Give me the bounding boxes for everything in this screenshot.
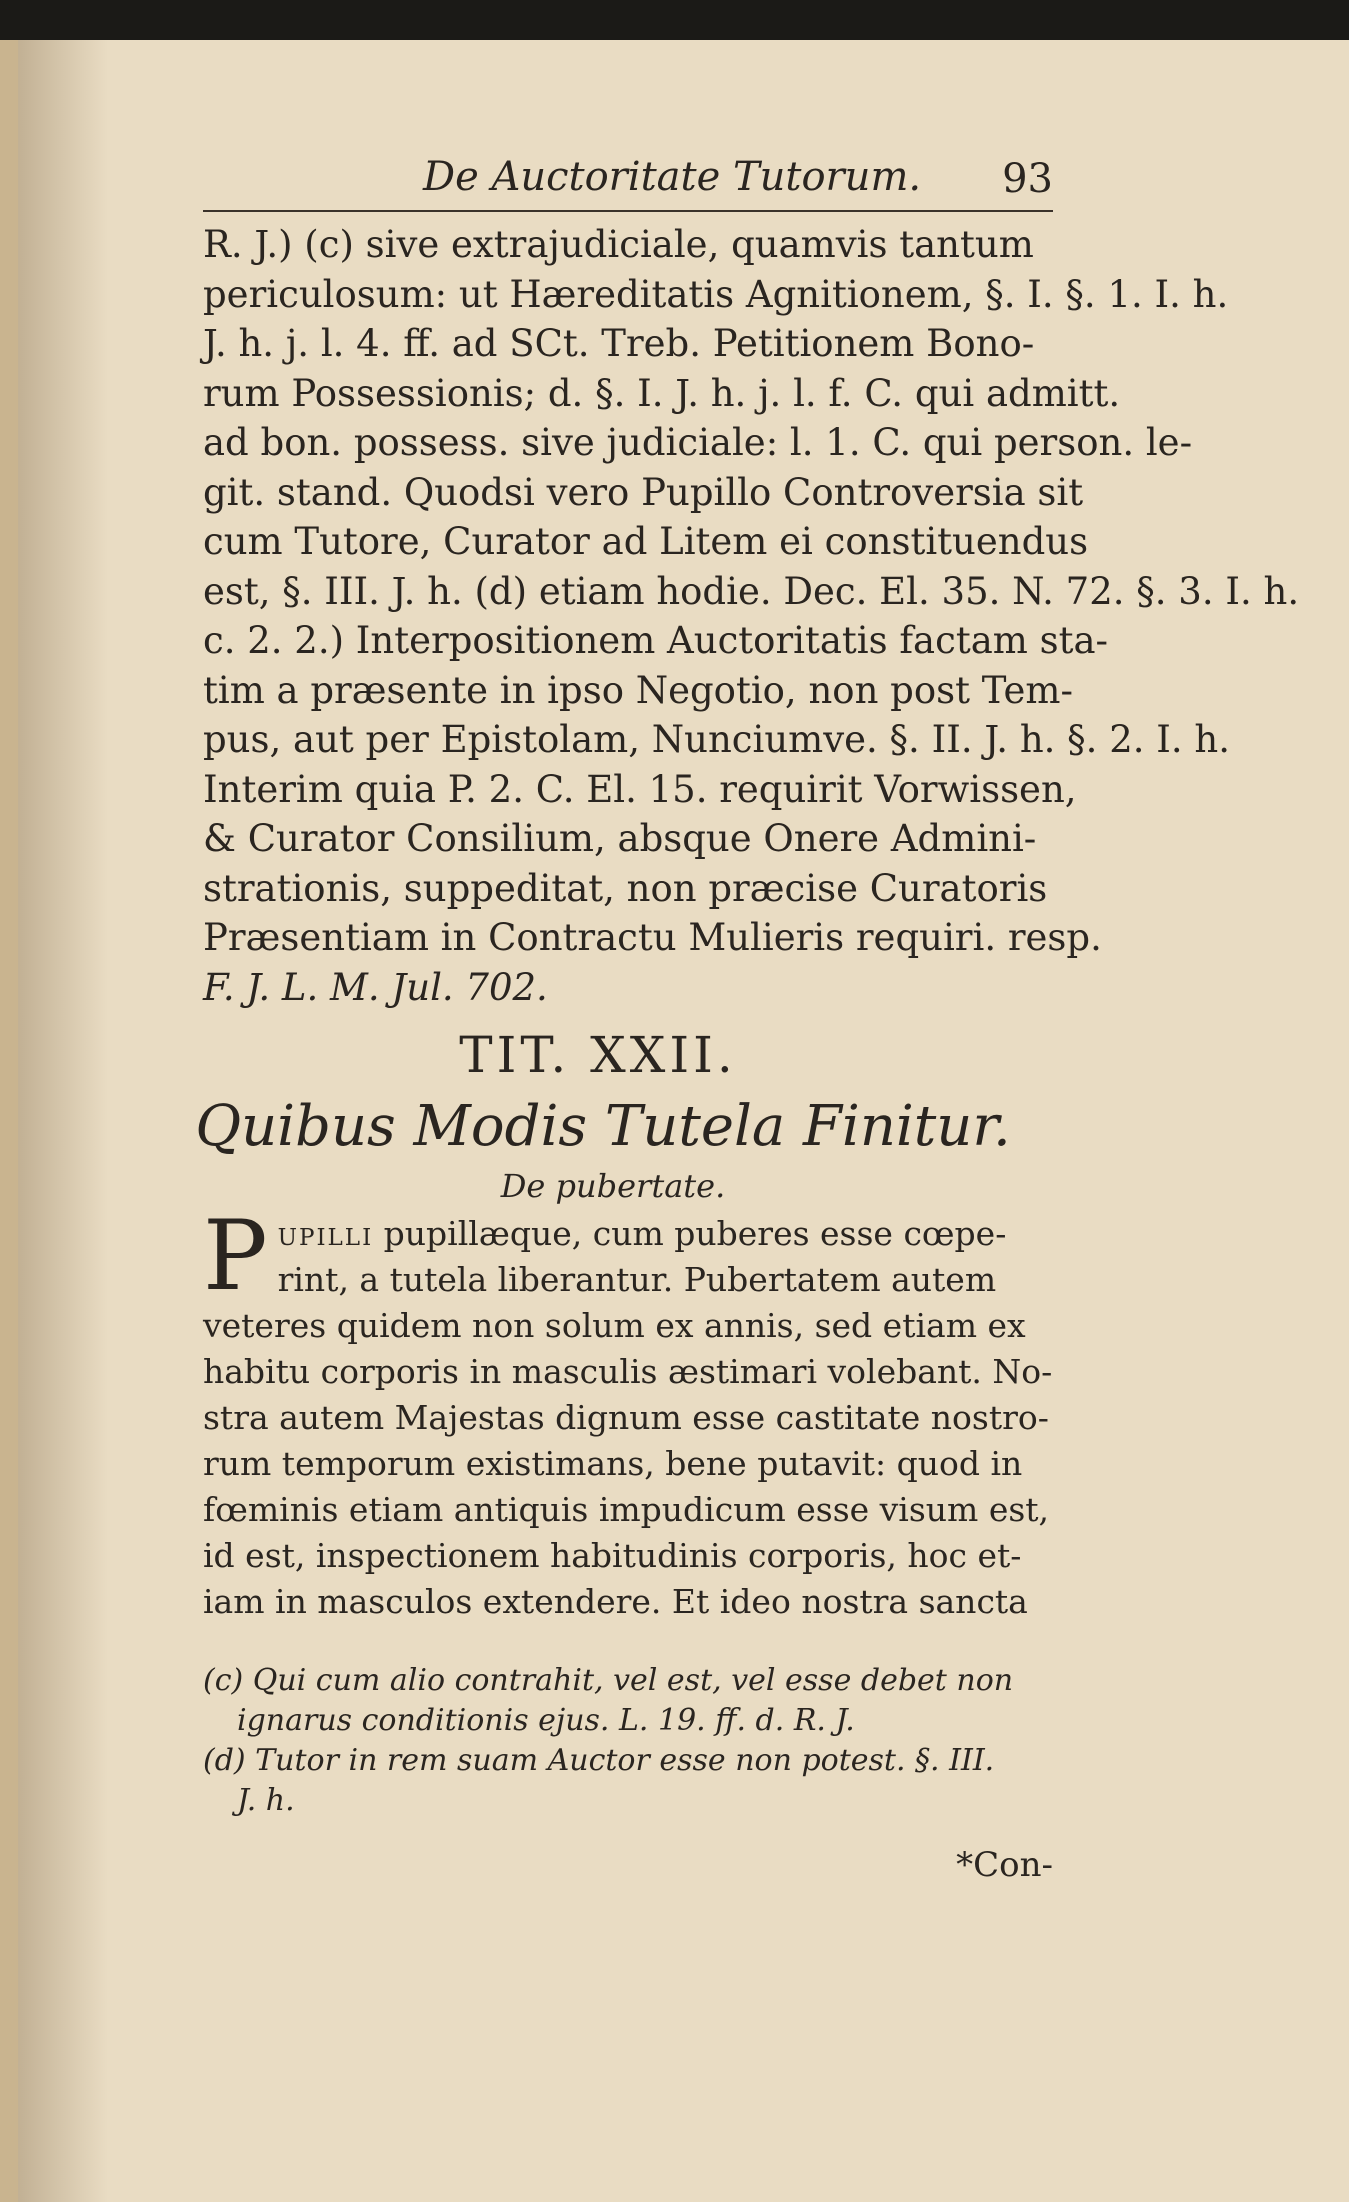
gutter-shadow bbox=[18, 40, 108, 2202]
text-line: veteres quidem non solum ex annis, sed etiam ex bbox=[203, 1306, 1026, 1345]
text-line: stra autem Majestas dignum esse castitate nostro- bbox=[203, 1398, 1049, 1437]
text-line: habitu corporis in masculis æstimari volebant. No- bbox=[203, 1352, 1053, 1391]
section-heading: Quibus Modis Tutela Finitur. bbox=[195, 1094, 1011, 1159]
footnote-line: (c) Qui cum alio contrahit, vel est, vel esse debet non bbox=[203, 1663, 1014, 1698]
first-word: upilli bbox=[277, 1214, 374, 1253]
text-line: J. h. j. l. 4. ff. ad SCt. Treb. Petitionem Bono- bbox=[203, 322, 1035, 365]
text-line: iam in masculos extendere. Et ideo nostra sancta bbox=[203, 1582, 1028, 1621]
catchword: *Con- bbox=[956, 1845, 1053, 1885]
text-line: fœminis etiam antiquis impudicum esse visum est, bbox=[203, 1490, 1050, 1529]
section-text bbox=[203, 1200, 1053, 1625]
footnotes bbox=[203, 1661, 1053, 1821]
main-text bbox=[203, 220, 1300, 1012]
text-line: Interim quia P. 2. C. El. 15. requirit Vorwissen, bbox=[203, 767, 1077, 811]
text-line: tim a præsente in ipso Negotio, non post Tem- bbox=[203, 668, 1074, 712]
text-line: est, §. III. J. h. (d) etiam hodie. Dec. El. 35. N. 72. §. 3. I. h. bbox=[203, 569, 1300, 613]
text-line: Præsentiam in Contractu Mulieris requiri. resp. bbox=[203, 916, 1102, 959]
text-line: strationis, suppeditat, non præcise Curatoris bbox=[203, 866, 1048, 910]
text-block bbox=[195, 150, 1300, 1885]
text-line: pus, aut per Epistolam, Nunciumve. §. II. J. h. §. 2. I. h. bbox=[203, 718, 1230, 761]
text-line bbox=[203, 1211, 1053, 1257]
running-head-title: De Auctoritate Tutorum. bbox=[423, 154, 922, 200]
text-line: & Curator Consilium, absque Onere Admini- bbox=[203, 817, 1037, 860]
book-page bbox=[0, 40, 1349, 2202]
text-segment: pupillæque, cum puberes esse cœpe- bbox=[383, 1214, 1007, 1253]
drop-cap: P bbox=[203, 1200, 268, 1312]
text-line: rum Possessionis; d. §. I. J. h. j. l. f. C. qui admitt. bbox=[203, 371, 1121, 415]
text-line: rum temporum existimans, bene putavit: quod in bbox=[203, 1444, 1023, 1483]
footnote-line: J. h. bbox=[237, 1783, 295, 1818]
text-line: R. J.) (c) sive extrajudiciale, quamvis tantum bbox=[203, 223, 1034, 266]
text-line: cum Tutore, Curator ad Litem ei constituendus bbox=[203, 520, 1089, 563]
text-line: ad bon. possess. sive judiciale: l. 1. C. qui person. le- bbox=[203, 421, 1193, 464]
text-line: id est, inspectionem habitudinis corporis, hoc et- bbox=[203, 1536, 1022, 1575]
section-subheading: De pubertate. bbox=[500, 1167, 726, 1205]
footnote-line: ignarus conditionis ejus. L. 19. ff. d. R. J. bbox=[237, 1703, 855, 1738]
page-number: 93 bbox=[1002, 156, 1053, 202]
text-line: rint, a tutela liberantur. Pubertatem autem bbox=[277, 1260, 997, 1299]
title-number: TIT. XXII. bbox=[459, 1026, 737, 1084]
text-line: F. J. L. M. Jul. 702. bbox=[203, 965, 548, 1009]
footnote-line: (d) Tutor in rem suam Auctor esse non potest. §. III. bbox=[203, 1743, 995, 1778]
text-line: c. 2. 2.) Interpositionem Auctoritatis factam sta- bbox=[203, 619, 1109, 662]
text-line: git. stand. Quodsi vero Pupillo Controversia sit bbox=[203, 470, 1084, 514]
text-line: periculosum: ut Hæreditatis Agnitionem, §. I. §. 1. I. h. bbox=[203, 272, 1229, 316]
running-head bbox=[203, 150, 1053, 212]
